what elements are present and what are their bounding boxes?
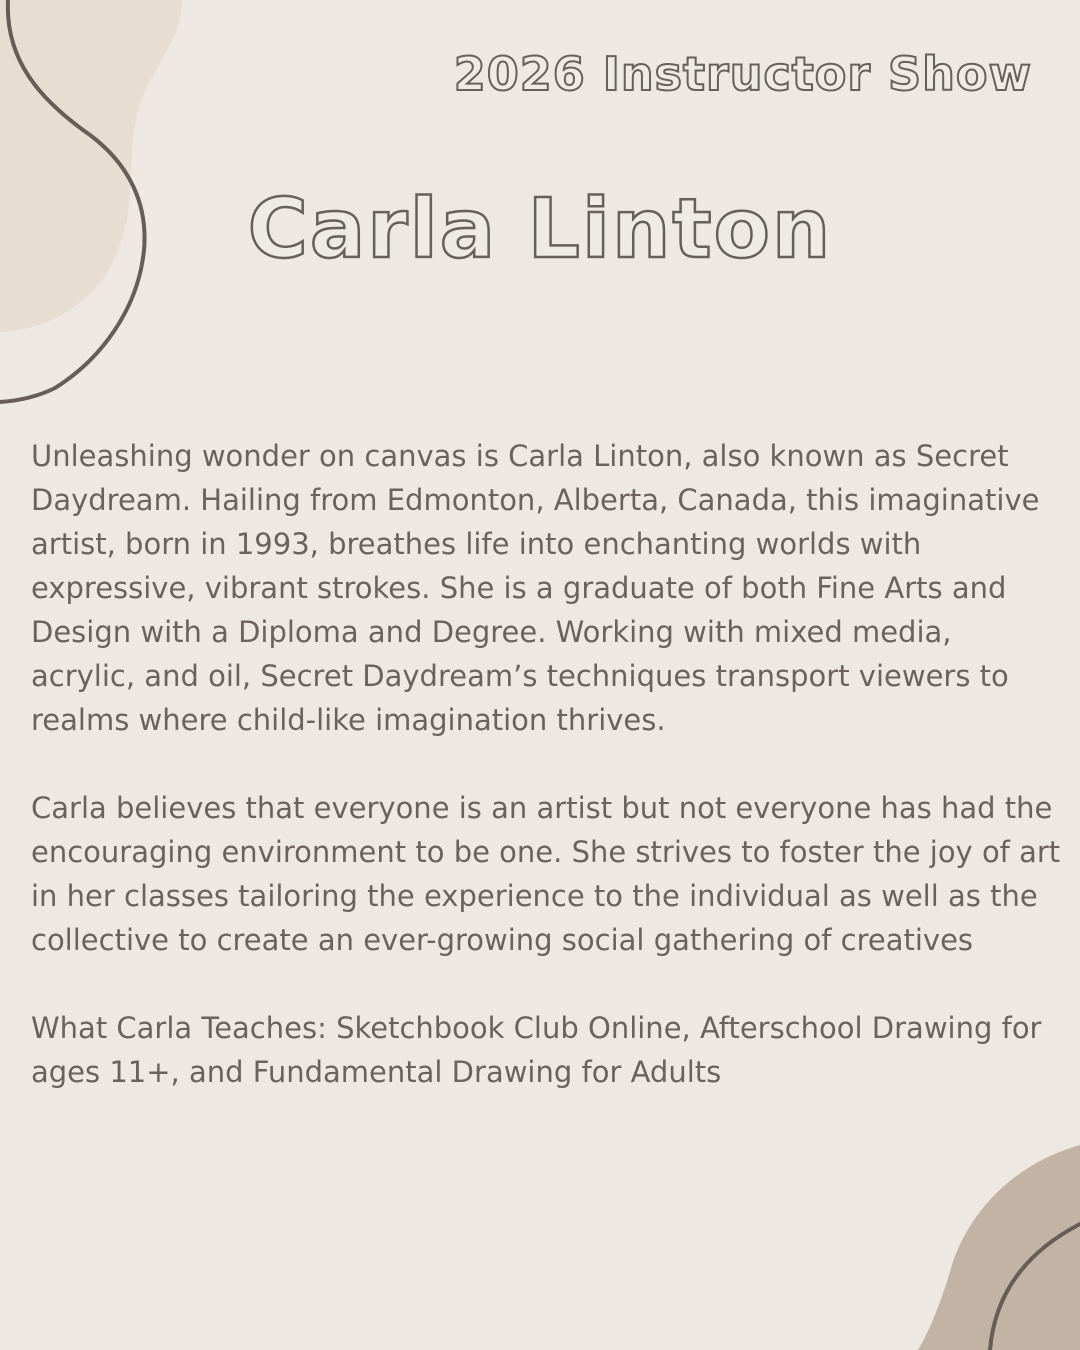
artist-name: Carla Linton bbox=[247, 182, 833, 277]
bottom-right-blob bbox=[918, 1145, 1080, 1350]
bio-section bbox=[31, 434, 1061, 1138]
bio-paragraph-classes: What Carla Teaches: Sketchbook Club Online, Afterschool Drawing for ages 11+, and Fundamental Drawing for Adults bbox=[31, 1011, 1042, 1089]
event-title: 2026 Instructor Show bbox=[453, 47, 1032, 101]
top-left-blob bbox=[0, 0, 182, 332]
bottom-right-curve-line bbox=[990, 1224, 1080, 1350]
bio-paragraph-intro: Unleashing wonder on canvas is Carla Linton, also known as Secret Daydream. Hailing from Edmonton, Alberta, Canada, this imaginative artist, born in 1993, breathes life into enchanting worlds with expressive, vibrant strokes. She is a graduate of both Fine Arts and Design with a Diploma and Degree. Working with mixed media, acrylic, and oil, Secret Daydream’s techniques transport viewers to realms where child-like imagination thrives. bbox=[31, 439, 1040, 737]
bio-paragraph-philosophy: Carla believes that everyone is an artist but not everyone has had the encouraging environment to be one. She strives to foster the joy of art in her classes tailoring the experience to the individual as well as the collective to create an ever-growing social gathering of creatives bbox=[31, 791, 1061, 957]
